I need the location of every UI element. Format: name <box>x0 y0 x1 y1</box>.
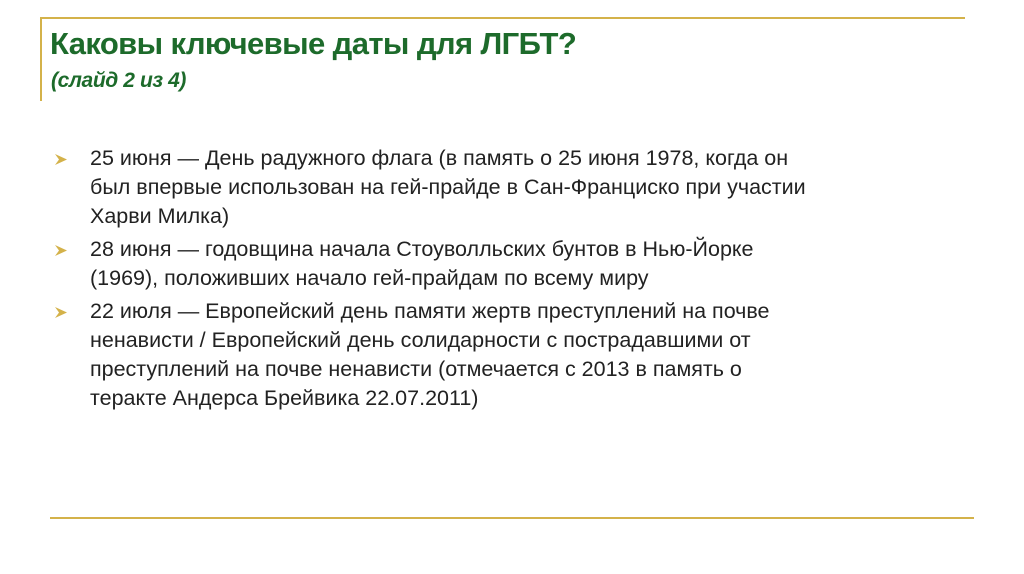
bullet-item <box>52 144 952 231</box>
bullet-list <box>52 144 952 413</box>
top-divider <box>40 17 965 19</box>
bullet-line: Харви Милка) <box>90 204 230 228</box>
arrowhead-bullet-icon <box>52 297 72 326</box>
slide-title: Каковы ключевые даты для ЛГБТ? <box>50 26 577 61</box>
bullet-line: был впервые использован на гей-прайде в Сан-Франциско при участии <box>90 175 806 199</box>
bullet-line: теракте Андерса Брейвика 22.07.2011) <box>90 386 479 410</box>
slide-subtitle: (слайд 2 из 4) <box>51 69 187 92</box>
bullet-line: 25 июня — День радужного флага (в память о 25 июня 1978, когда он <box>90 146 789 170</box>
bullet-line: 22 июля — Европейский день памяти жертв преступлений на почве <box>90 299 770 323</box>
arrowhead-bullet-icon <box>52 235 72 264</box>
left-accent-line <box>40 17 42 101</box>
bullet-item <box>52 297 952 413</box>
bullet-line: преступлений на почве ненависти (отмечается с 2013 в память о <box>90 357 742 381</box>
bullet-line: (1969), положивших начало гей-прайдам по всему миру <box>90 266 649 290</box>
bottom-divider <box>50 517 974 519</box>
bullet-line: 28 июня — годовщина начала Стоуволльских бунтов в Нью-Йорке <box>90 237 754 261</box>
bullet-item <box>52 235 952 293</box>
bullet-line: ненависти / Европейский день солидарности с пострадавшими от <box>90 328 751 352</box>
arrowhead-bullet-icon <box>52 144 72 173</box>
